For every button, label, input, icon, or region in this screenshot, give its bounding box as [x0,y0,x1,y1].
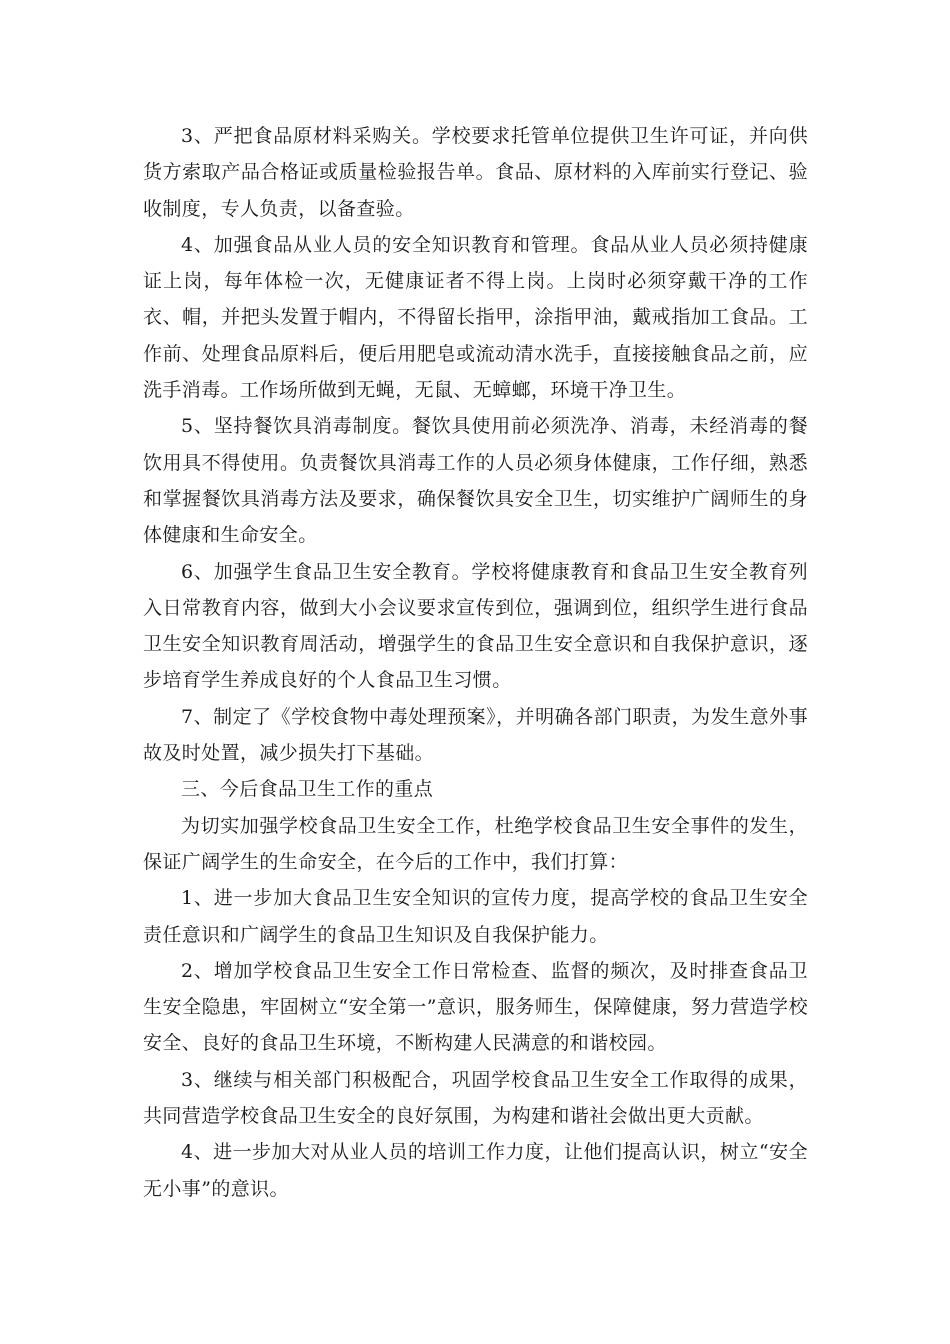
document-body [143,118,808,1207]
paragraph-item-6-student-education: 6、加强学生食品卫生安全教育。学校将健康教育和食品卫生安全教育列入日常教育内容，做到大小会议要求宣传到位，强调到位，组织学生进行食品卫生安全知识教育周活动，增强学生的食品卫生安全意识和自我保护意识，逐步培育学生养成良好的个人食品卫生习惯。 [143,560,808,692]
section-heading: 三、今后食品卫生工作的重点 [181,778,434,801]
plan-item-3: 3、继续与相关部门积极配合，巩固学校食品卫生安全工作取得的成果，共同营造学校食品卫生安全的良好氛围，为构建和谐社会做出更大贡献。 [143,1068,808,1128]
paragraph-item-7-emergency-plan: 7、制定了《学校食物中毒处理预案》，并明确各部门职责，为发生意外事故及时处置，减少损失打下基础。 [143,705,808,765]
plan-item-1: 1、进一步加大食品卫生安全知识的宣传力度，提高学校的食品卫生安全责任意识和广阔学生的食品卫生知识及自我保护能力。 [143,887,808,946]
plan-item-4: 4、进一步加大对从业人员的培训工作力度，让他们提高认识，树立“安全无小事”的意识。 [143,1141,808,1200]
paragraph-item-4-staff-education: 4、加强食品从业人员的安全知识教育和管理。食品从业人员必须持健康证上岗，每年体检一次，无健康证者不得上岗。上岗时必须穿戴干净的工作衣、帽，并把头发置于帽内，不得留长指甲，涂指甲油，戴戒指加工食品。工作前、处理食品原料后，便后用肥皂或流动清水洗手，直接接触食品之前，应洗手消毒。工作场所做到无蝇，无鼠、无蟑螂，环境干净卫生。 [143,233,808,402]
section-intro: 为切实加强学校食品卫生安全工作，杜绝学校食品卫生安全事件的发生，保证广阔学生的生命安全，在今后的工作中，我们打算： [143,814,808,873]
plan-item-2: 2、增加学校食品卫生安全工作日常检查、监督的频次，及时排查食品卫生安全隐患，牢固树立“安全第一”意识，服务师生，保障健康，努力营造学校安全、良好的食品卫生环境，不断构建人民满意的和谐校园。 [143,959,808,1055]
paragraph-item-3-procurement: 3、严把食品原材料采购关。学校要求托管单位提供卫生许可证，并向供货方索取产品合格证或质量检验报告单。食品、原材料的入库前实行登记、验收制度，专人负责，以备查验。 [143,125,808,220]
paragraph-item-5-disinfection: 5、坚持餐饮具消毒制度。餐饮具使用前必须洗净、消毒，未经消毒的餐饮用具不得使用。负责餐饮具消毒工作的人员必须身体健康，工作仔细，熟悉和掌握餐饮具消毒方法及要求，确保餐饮具安全卫生，切实维护广阔师生的身体健康和生命安全。 [143,415,808,547]
